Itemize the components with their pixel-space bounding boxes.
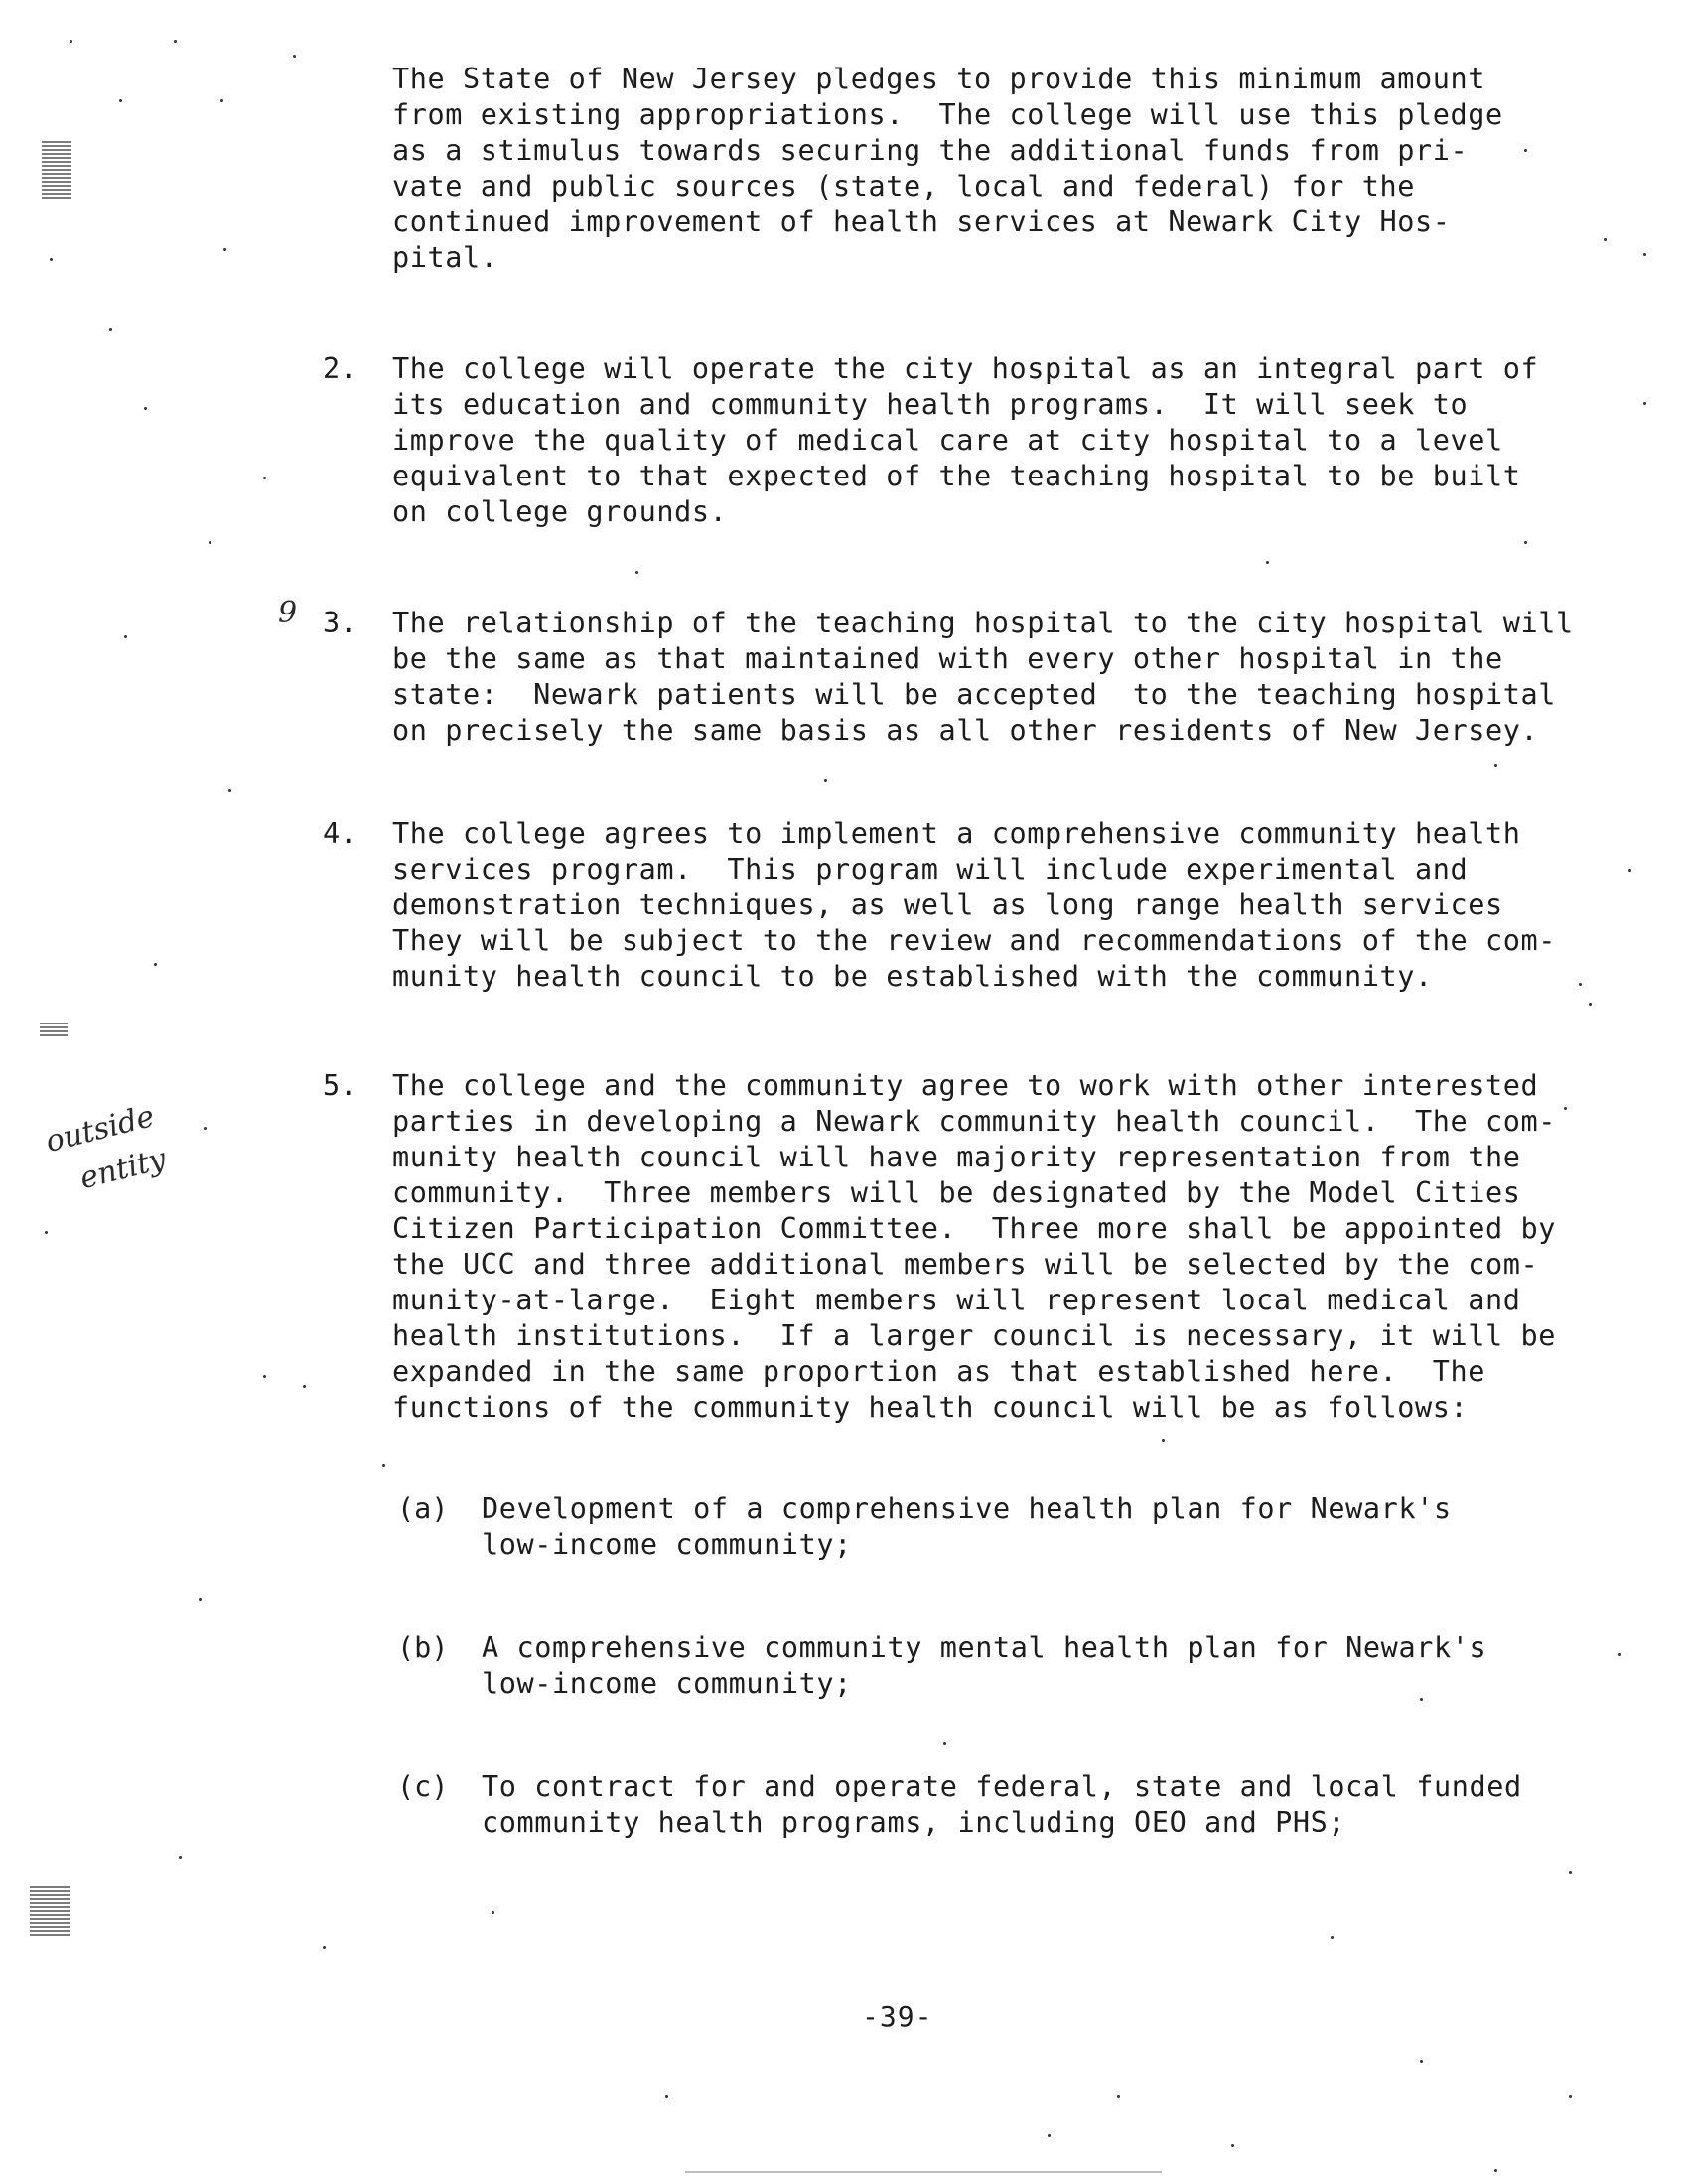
item-line: munity health council will have majority representation from the	[392, 1141, 1521, 1173]
scan-speck	[1048, 2134, 1051, 2137]
item-line: Citizen Participation Committee. Three more shall be appointed by	[392, 1212, 1557, 1245]
intro-line: continued improvement of health services at Newark City Hos-	[392, 205, 1451, 238]
intro-line: The State of New Jersey pledges to provide this minimum amount	[392, 63, 1486, 95]
subitem-line: low-income community;	[482, 1667, 852, 1700]
subitem-label: (c)	[397, 1770, 449, 1803]
scan-speck	[635, 571, 638, 574]
scan-speck	[1420, 1698, 1423, 1701]
item-line: improve the quality of medical care at city hospital to a level	[392, 424, 1503, 457]
subitem-label: (a)	[397, 1492, 449, 1525]
scan-speck	[70, 40, 72, 43]
scan-speck	[1524, 149, 1527, 152]
scan-speck	[665, 2095, 668, 2098]
scan-speck	[174, 40, 177, 43]
scan-speck	[119, 99, 122, 102]
scan-speck	[124, 635, 127, 638]
intro-line: from existing appropriations. The college will use this pledge	[392, 98, 1503, 131]
scan-speck	[1569, 2095, 1572, 2098]
intro-line: pital.	[392, 241, 498, 274]
scan-speck	[1569, 1871, 1572, 1874]
scan-speck	[1266, 561, 1269, 564]
scan-speck	[1643, 402, 1646, 405]
scan-speck	[50, 258, 53, 261]
item-line: The college and the community agree to work with other interested	[392, 1069, 1539, 1102]
item-line: health institutions. If a larger council is necessary, it will be	[392, 1319, 1557, 1352]
item-line: expanded in the same proportion as that established here. The	[392, 1355, 1486, 1388]
scan-speck	[1628, 869, 1631, 872]
item-line: The college agrees to implement a comprehensive community health	[392, 817, 1521, 850]
item-line: be the same as that maintained with every other hospital in the	[392, 642, 1503, 675]
scan-speck	[209, 541, 211, 544]
item-line: The college will operate the city hospital as an integral part of	[392, 352, 1539, 385]
item-line: munity health council to be established with the community.	[392, 960, 1433, 993]
item-number: 2.	[323, 352, 357, 385]
handwritten-mark: 9	[278, 596, 298, 630]
scan-artifact	[42, 139, 71, 199]
scan-speck	[303, 1385, 306, 1388]
scan-speck	[1331, 1936, 1334, 1939]
scan-speck	[228, 789, 231, 792]
intro-line: vate and public sources (state, local and federal) for the	[392, 170, 1415, 203]
scan-speck	[109, 328, 112, 331]
scan-speck	[943, 1742, 946, 1745]
scan-speck	[45, 1231, 48, 1234]
item-number: 3.	[323, 607, 357, 639]
item-line: They will be subject to the review and recommendations of the com-	[392, 924, 1557, 957]
page-number: -39-	[862, 2000, 933, 2033]
scan-speck	[1117, 2095, 1120, 2098]
scan-speck	[144, 407, 147, 410]
subitem-line: low-income community;	[482, 1528, 852, 1561]
scan-speck	[1618, 1653, 1621, 1656]
scan-speck	[492, 1911, 494, 1914]
subitem-label: (b)	[397, 1631, 449, 1664]
scan-speck	[1162, 1439, 1165, 1442]
item-line: state: Newark patients will be accepted to the teaching hospital	[392, 678, 1557, 711]
item-line: demonstration techniques, as well as long range health services	[392, 888, 1503, 921]
scan-speck	[1494, 2169, 1497, 2172]
item-line: parties in developing a Newark community health council. The com-	[392, 1105, 1557, 1138]
item-line: the UCC and three additional members will be selected by the com-	[392, 1248, 1539, 1281]
item-line: services program. This program will include experimental and	[392, 853, 1469, 886]
scan-speck	[293, 55, 296, 58]
subitem-line: To contract for and operate federal, state and local funded	[482, 1770, 1522, 1803]
scan-speck	[179, 1856, 182, 1859]
item-number: 5.	[323, 1069, 357, 1102]
scan-speck	[263, 477, 266, 479]
scan-speck	[263, 1375, 266, 1378]
scan-speck	[323, 1946, 326, 1949]
scan-speck	[199, 1598, 202, 1601]
margin-note-line: entity	[76, 1141, 170, 1197]
scan-speck	[1231, 2144, 1234, 2147]
scan-speck	[223, 248, 226, 251]
item-line: munity-at-large. Eight members will represent local medical and	[392, 1284, 1521, 1316]
scan-artifact	[30, 1886, 70, 1936]
scan-speck	[154, 963, 157, 966]
scan-speck	[824, 779, 827, 782]
intro-line: as a stimulus towards securing the additional funds from pri-	[392, 134, 1469, 167]
scan-speck	[220, 99, 223, 102]
scan-speck	[1579, 983, 1582, 986]
subitem-line: community health programs, including OEO and PHS;	[482, 1806, 1346, 1839]
scan-speck	[1524, 541, 1527, 544]
subitem-line: Development of a comprehensive health plan for Newark's	[482, 1492, 1452, 1525]
scan-artifact	[685, 2169, 1162, 2173]
item-line: on precisely the same basis as all other residents of New Jersey.	[392, 714, 1539, 747]
scan-speck	[1604, 238, 1607, 241]
item-line: on college grounds.	[392, 495, 728, 528]
item-line: equivalent to that expected of the teaching hospital to be built	[392, 460, 1521, 492]
scan-speck	[382, 1464, 385, 1467]
item-line: its education and community health programs. It will seek to	[392, 388, 1469, 421]
item-line: community. Three members will be designated by the Model Cities	[392, 1176, 1521, 1209]
scan-speck	[1420, 2060, 1423, 2063]
scan-speck	[1564, 1107, 1567, 1110]
scan-speck	[1643, 253, 1646, 256]
scan-speck	[1494, 764, 1497, 767]
item-line: functions of the community health council will be as follows:	[392, 1391, 1469, 1424]
scan-artifact	[40, 1023, 68, 1036]
scan-speck	[204, 1127, 207, 1130]
scan-speck	[1589, 1003, 1592, 1006]
item-number: 4.	[323, 817, 357, 850]
subitem-line: A comprehensive community mental health plan for Newark's	[482, 1631, 1487, 1664]
margin-note-line: outside	[42, 1099, 158, 1160]
item-line: The relationship of the teaching hospital to the city hospital will	[392, 607, 1574, 639]
